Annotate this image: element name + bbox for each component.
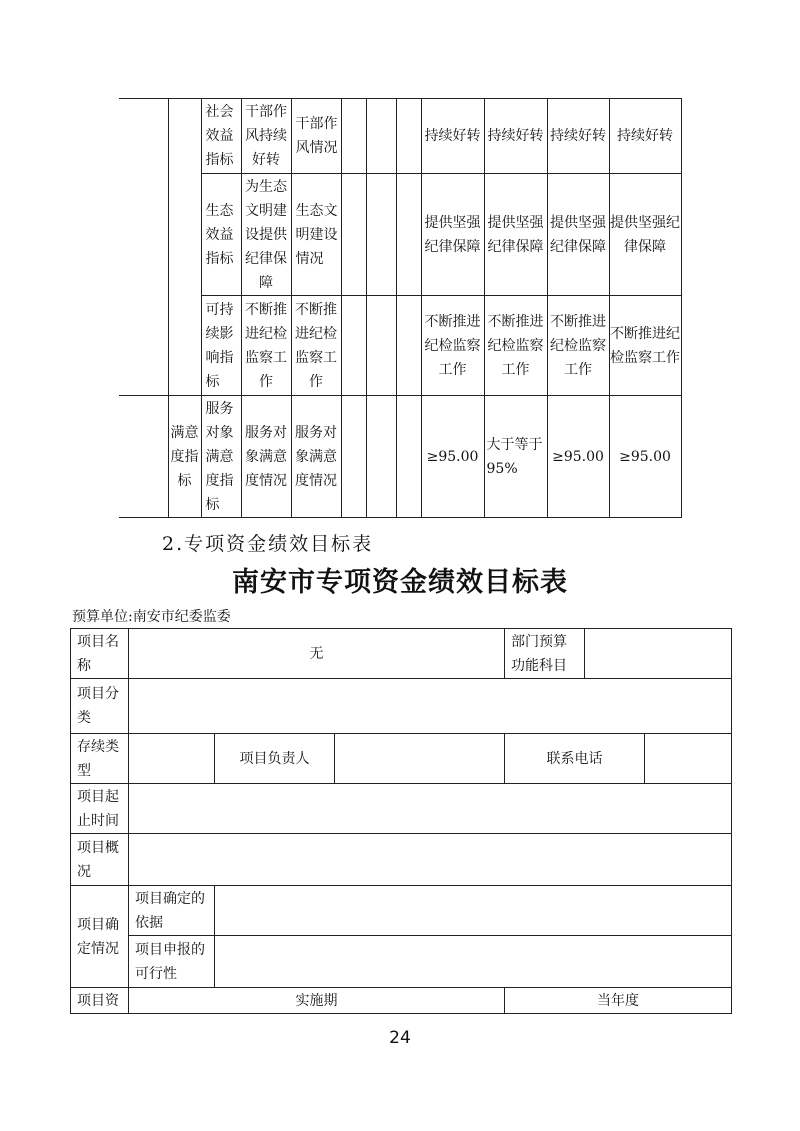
sub-indicator-cell: 不断推进纪检监察工作: [241, 296, 291, 396]
dept-budget-value: [585, 629, 732, 679]
current-year-label: 当年度: [505, 988, 732, 1014]
value-cell: 提供坚强纪律保障: [609, 174, 681, 296]
sub-indicator-cell: 干部作风持续好转: [241, 99, 291, 174]
table-row: [71, 679, 732, 734]
metric-cell: 干部作风情况: [291, 99, 341, 174]
value-cell: 持续好转: [484, 99, 547, 174]
dept-budget-label: 部门预算功能科目: [505, 629, 585, 679]
project-determination-label: 项目确定情况: [71, 886, 129, 988]
table-row: [71, 936, 732, 988]
value-cell: 持续好转: [609, 99, 681, 174]
continuation-type-label: 存续类型: [71, 734, 129, 784]
table-row: [119, 296, 681, 396]
project-period-value: [129, 784, 732, 834]
page-title: 南安市专项资金绩效目标表: [232, 567, 568, 598]
value-cell: 大于等于95%: [484, 396, 547, 518]
table-row: [71, 784, 732, 834]
contact-phone-value: [645, 734, 732, 784]
project-form-table: [70, 628, 732, 1014]
basis-label: 项目确定的依据: [129, 886, 215, 936]
feasibility-value: [215, 936, 732, 988]
project-overview-value: [129, 834, 732, 886]
category-cell: 满意度指标: [168, 396, 201, 518]
project-leader-label: 项目负责人: [215, 734, 335, 784]
performance-indicator-table: [119, 98, 682, 518]
table-row: [71, 629, 732, 679]
sub-indicator-cell: 服务对象满意度情况: [241, 396, 291, 518]
metric-cell: 生态文明建设情况: [291, 174, 341, 296]
sub-indicator-cell: 为生态文明建设提供纪律保障: [241, 174, 291, 296]
project-category-label: 项目分类: [71, 679, 129, 734]
table-row: [71, 834, 732, 886]
value-cell: ≥95.00: [609, 396, 681, 518]
project-period-label: 项目起止时间: [71, 784, 129, 834]
indicator-cell: 可持续影响指标: [201, 296, 241, 396]
project-funds-label: 项目资: [71, 988, 129, 1014]
page-number: 24: [389, 1028, 411, 1048]
indicator-cell: 服务对象满意度指标: [201, 396, 241, 518]
value-cell: 不断推进纪检监察工作: [484, 296, 547, 396]
indicator-cell: 生态效益指标: [201, 174, 241, 296]
project-name-value: 无: [129, 629, 505, 679]
project-overview-label: 项目概况: [71, 834, 129, 886]
value-cell: 不断推进纪检监察工作: [609, 296, 681, 396]
value-cell: ≥95.00: [547, 396, 609, 518]
metric-cell: 不断推进纪检监察工作: [291, 296, 341, 396]
value-cell: 不断推进纪检监察工作: [547, 296, 609, 396]
table-row: [119, 174, 681, 296]
value-cell: 持续好转: [421, 99, 484, 174]
project-category-value: [129, 679, 732, 734]
contact-phone-label: 联系电话: [505, 734, 645, 784]
budget-unit: 预算单位:南安市纪委监委: [72, 609, 231, 625]
project-leader-value: [335, 734, 505, 784]
project-name-label: 项目名称: [71, 629, 129, 679]
implementation-period-label: 实施期: [129, 988, 505, 1014]
feasibility-label: 项目申报的可行性: [129, 936, 215, 988]
continuation-type-value: [129, 734, 215, 784]
value-cell: 提供坚强纪律保障: [484, 174, 547, 296]
table-row: [71, 734, 732, 784]
value-cell: 提供坚强纪律保障: [547, 174, 609, 296]
indicator-cell: 社会效益指标: [201, 99, 241, 174]
value-cell: ≥95.00: [421, 396, 484, 518]
value-cell: 不断推进纪检监察工作: [421, 296, 484, 396]
metric-cell: 服务对象满意度情况: [291, 396, 341, 518]
value-cell: 持续好转: [547, 99, 609, 174]
table-row: [119, 396, 681, 518]
table-row: [71, 886, 732, 936]
section-heading: 2.专项资金绩效目标表: [162, 533, 374, 555]
basis-value: [215, 886, 732, 936]
value-cell: 提供坚强纪律保障: [421, 174, 484, 296]
table-row: [71, 988, 732, 1014]
table-row: [119, 99, 681, 174]
